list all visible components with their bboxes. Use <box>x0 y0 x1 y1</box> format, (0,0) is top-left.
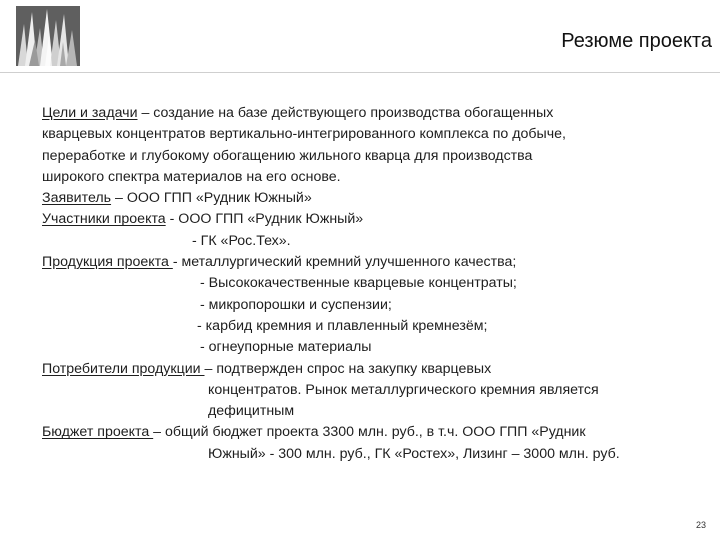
goals-line-1 <box>42 103 712 124</box>
products-line <box>42 252 712 273</box>
product-item: - Высококачественные кварцевые концентраты; <box>200 275 517 292</box>
product-item: - огнеупорные материалы <box>200 339 372 356</box>
applicant-text: – ООО ГПП «Рудник Южный» <box>111 190 312 207</box>
budget-label: Бюджет проекта <box>42 424 154 441</box>
goals-text: – создание на базе действующего производства обогащенных <box>137 105 554 121</box>
budget-line <box>42 422 712 443</box>
consumers-line-2: концентратов. Рынок металлургического кремния является <box>208 381 599 398</box>
goals-label: Цели и задачи <box>42 105 138 121</box>
consumers-text: – подтвержден спрос на закупку кварцевых <box>204 360 492 377</box>
project-summary-text <box>42 103 712 465</box>
header-divider <box>0 72 720 73</box>
products-label: Продукция проекта <box>42 254 173 271</box>
budget-line-2: Южный» - 300 млн. руб., ГК «Ростех», Лизинг – 3000 млн. руб. <box>208 445 620 462</box>
participants-line <box>42 209 712 230</box>
participants-label: Участники проекта <box>42 211 166 228</box>
products-first: - металлургический кремний улучшенного качества; <box>172 254 517 271</box>
consumers-line-3: дефицитным <box>208 403 295 420</box>
budget-text: – общий бюджет проекта 3300 млн. руб., в т.ч. ООО ГПП «Рудник <box>153 424 586 441</box>
page-number: 23 <box>695 520 706 530</box>
slide-title: Резюме проекта <box>561 30 712 52</box>
goals-line-4: широкого спектра материалов на его основе. <box>42 168 341 185</box>
product-item: - карбид кремния и плавленный кремнезём; <box>197 317 488 334</box>
product-item: - микропорошки и суспензии; <box>200 296 392 313</box>
applicant-line <box>42 188 712 209</box>
consumers-line <box>42 359 712 380</box>
participants-extra: - ГК «Рос.Тех». <box>192 232 291 249</box>
goals-line-2: кварцевых концентратов вертикально-интегрированного комплекса по добыче, <box>42 126 566 143</box>
applicant-label: Заявитель <box>42 190 112 207</box>
participants-text: - ООО ГПП «Рудник Южный» <box>165 211 364 228</box>
consumers-label: Потребители продукции <box>42 360 205 377</box>
goals-line-3: переработке и глубокому обогащению жильного кварца для производства <box>42 147 533 164</box>
quartz-crystal-image <box>16 6 80 66</box>
